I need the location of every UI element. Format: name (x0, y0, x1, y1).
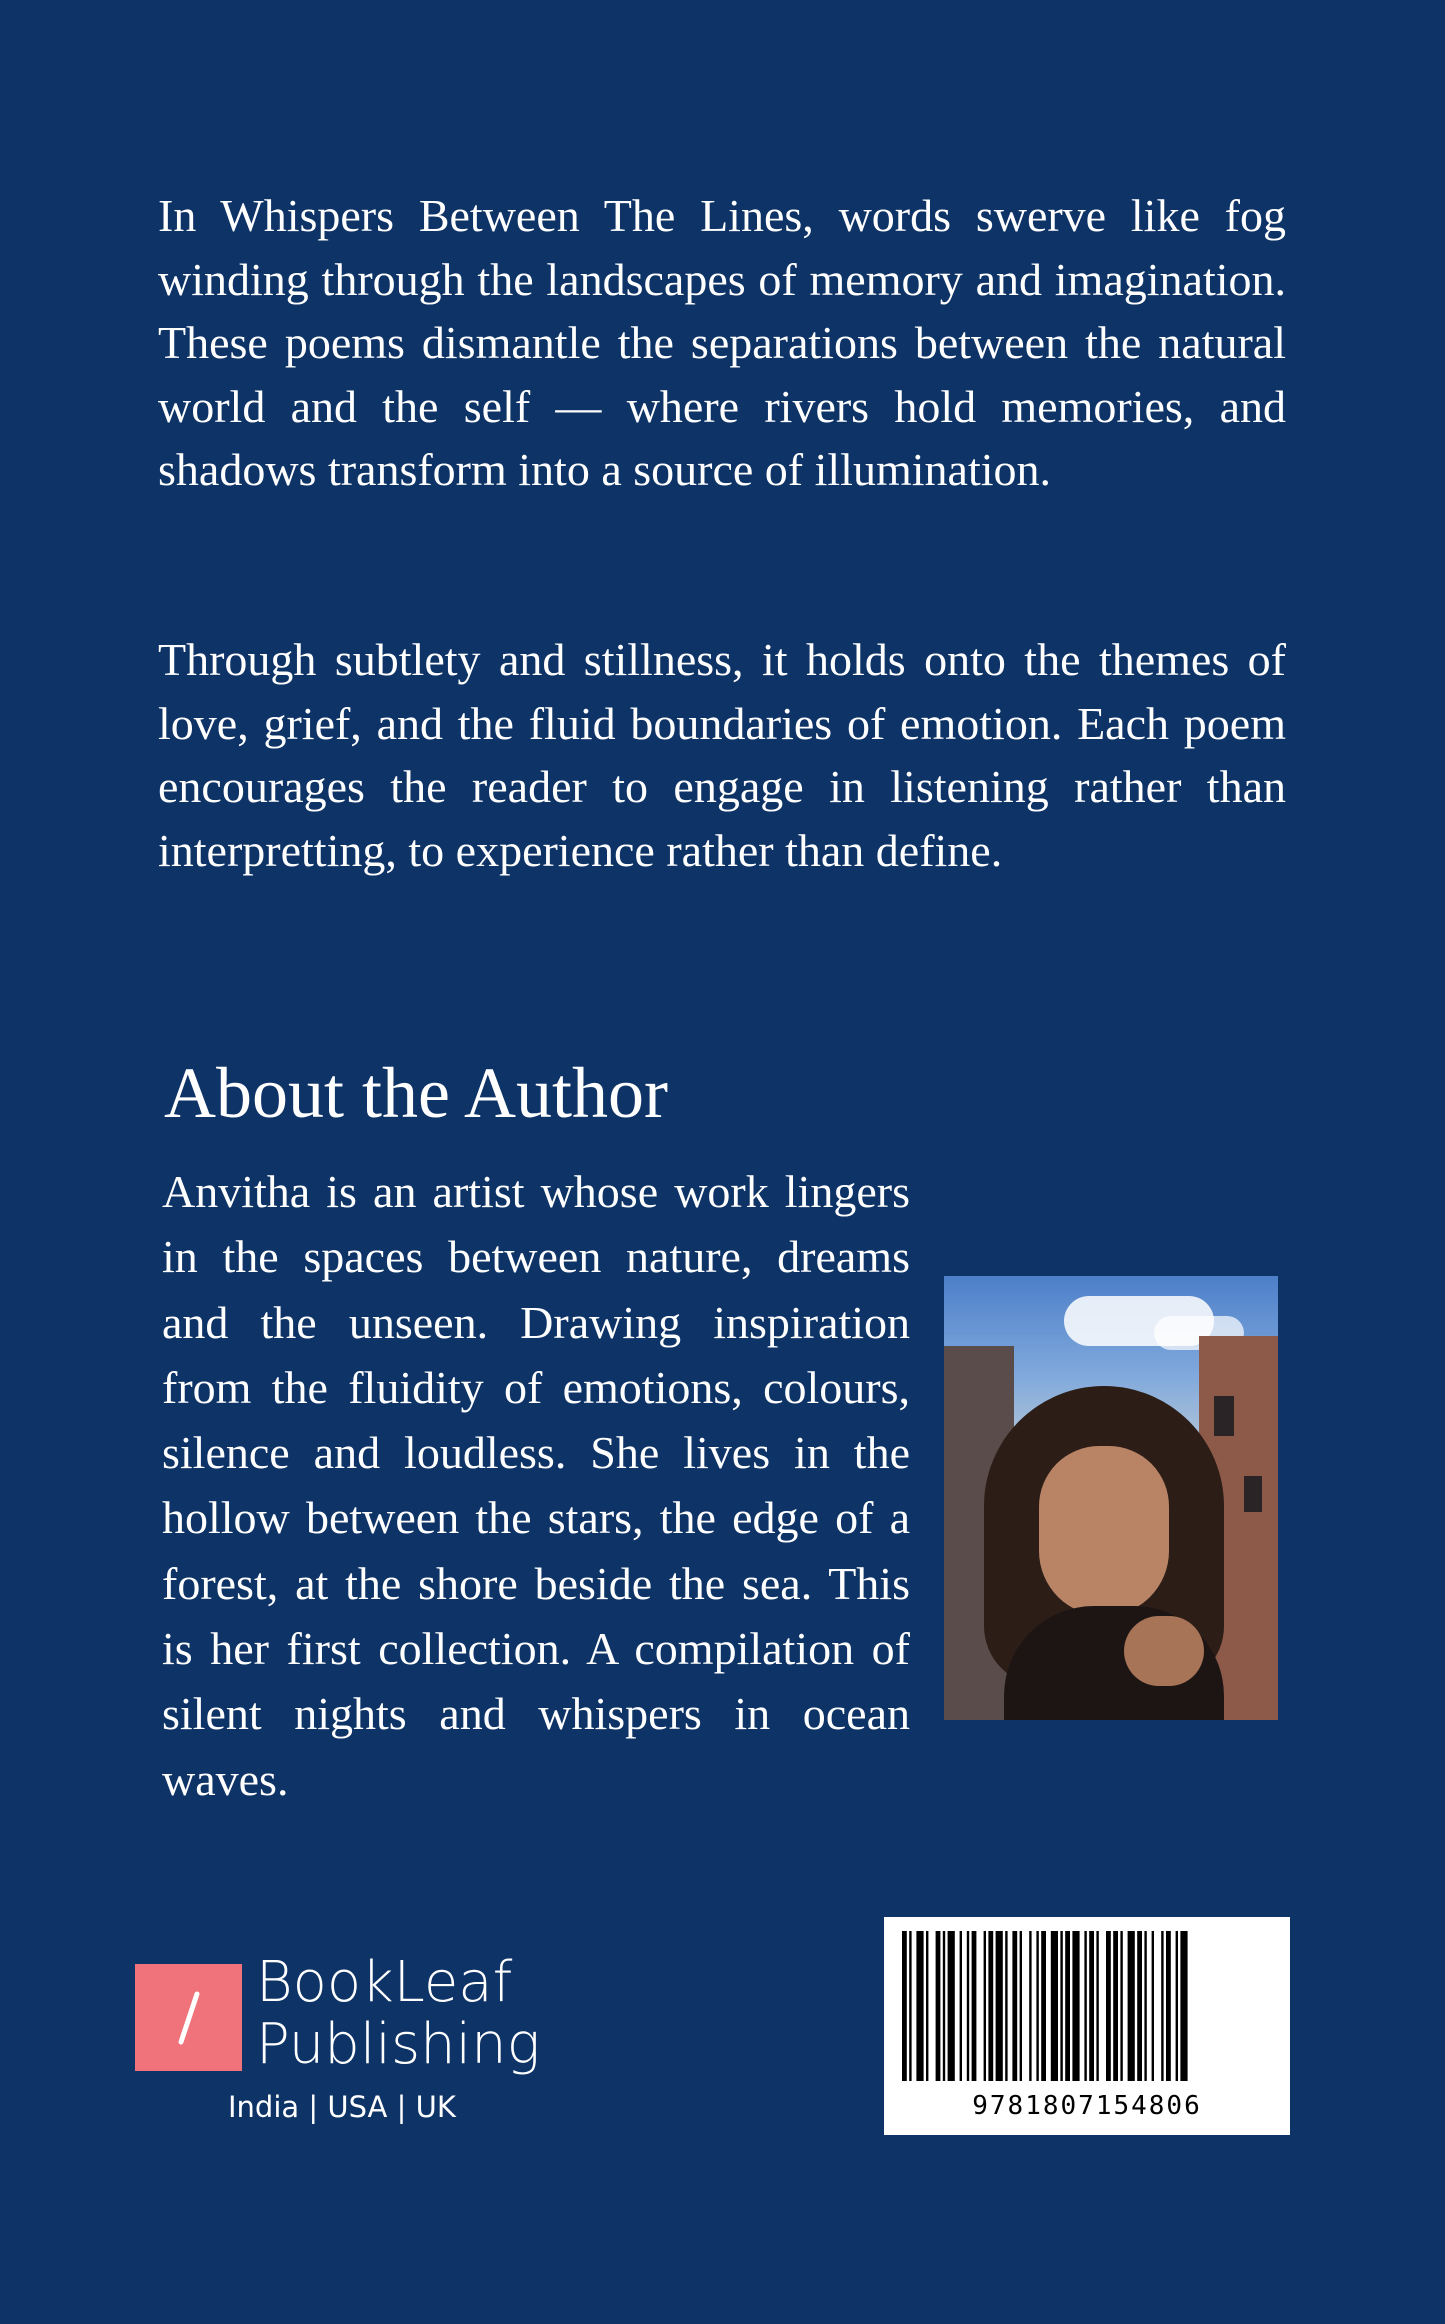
barcode-bar (1166, 1931, 1171, 2081)
blurb-paragraph-1: In Whispers Between The Lines, words swerve like fog winding through the landscapes of memory and imagination. These poems dismantle the separations between the natural world and the self — where rivers hold memories, and shadows transform into a source of illumination. (158, 190, 1286, 495)
barcode-bar (1051, 1931, 1058, 2081)
barcode-bar (1036, 1931, 1038, 2081)
barcode-bar (1161, 1931, 1163, 2081)
barcode-bar (1128, 1931, 1135, 2081)
barcode-bar (1113, 1931, 1118, 2081)
barcode-bar (1084, 1931, 1086, 2081)
publisher-name (256, 1952, 540, 2076)
barcode-bar (1180, 1931, 1187, 2081)
publisher-name-line1: BookLeaf (256, 1950, 513, 2015)
barcode-bar (1137, 1931, 1142, 2081)
author-bio: Anvitha is an artist whose work lingers in the spaces between nature, dreams and the unseen. Drawing inspiration from the fluidity of emotions, colours, silence and loudless. She lives in the hollow between the stars, the edge of a forest, at the shore beside the sea. This is her first collection. A compilation of silent nights and whispers in ocean waves. (162, 1166, 910, 1805)
barcode-bar (1065, 1931, 1070, 2081)
barcode-bar (1106, 1931, 1111, 2081)
barcode-bar (926, 1931, 928, 2081)
barcode-bar (1060, 1931, 1062, 2081)
barcode-bar (1041, 1931, 1046, 2081)
barcode-bar (916, 1931, 923, 2081)
publisher-name-line2: Publishing (256, 2012, 541, 2077)
barcode-bar (948, 1931, 955, 2081)
barcode-bar (1176, 1931, 1178, 2081)
barcode-bar (902, 1931, 907, 2081)
barcode-bar (1012, 1931, 1017, 2081)
barcode-bar (996, 1931, 1003, 2081)
isbn-barcode (884, 1917, 1290, 2135)
barcode-bar (1005, 1931, 1007, 2081)
barcode-bar (909, 1931, 911, 2081)
barcode-bar (972, 1931, 977, 2081)
barcode-bar (1120, 1931, 1122, 2081)
barcode-bar (943, 1931, 945, 2081)
barcode-bar (967, 1931, 969, 2081)
barcode-bar (1020, 1931, 1022, 2081)
photo-window (1214, 1396, 1234, 1436)
isbn-number: 9781807154806 (972, 2091, 1202, 2121)
publisher-logo-icon (135, 1964, 242, 2071)
photo-face (1039, 1446, 1169, 1616)
photo-window (1244, 1476, 1262, 1512)
barcode-bar (1072, 1931, 1079, 2081)
barcode-bar (936, 1931, 941, 2081)
barcode-bar (1152, 1931, 1154, 2081)
barcode-bar (988, 1931, 993, 2081)
barcode-bar (1096, 1931, 1098, 2081)
about-author-heading: About the Author (164, 1053, 668, 1133)
barcode-bar (1089, 1931, 1094, 2081)
author-photo (944, 1276, 1278, 1720)
barcode-bar (984, 1931, 986, 2081)
blurb-paragraph-2: Through subtlety and stillness, it holds onto the themes of love, grief, and the fluid boundaries of emotion. Each poem encourages the reader to engage in listening rather than interpretting, to experience rather than define. (158, 634, 1286, 876)
barcode-bar (1144, 1931, 1146, 2081)
publisher-regions: India | USA | UK (228, 2090, 456, 2124)
barcode-bar (960, 1931, 962, 2081)
barcode-bar (1029, 1931, 1031, 2081)
photo-hand (1124, 1616, 1204, 1686)
